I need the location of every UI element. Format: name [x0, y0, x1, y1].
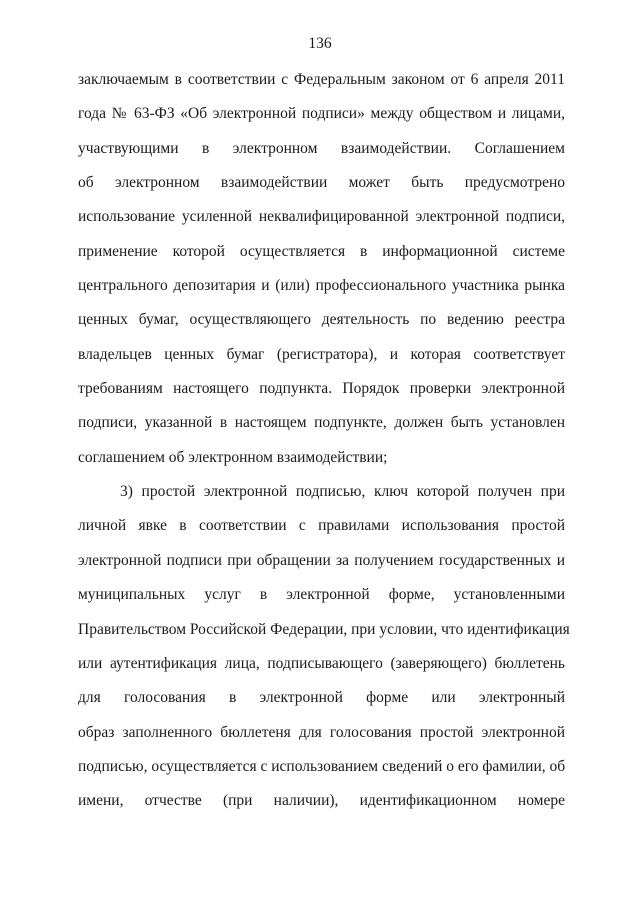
- text-line: муниципальных услуг в электронной форме, установленными: [78, 586, 565, 604]
- text-line: заключаемым в соответствии с Федеральным законом от 6 апреля 2011: [78, 71, 565, 88]
- text-line: использование усиленной неквалифицированной электронной подписи,: [78, 208, 565, 226]
- paragraph-end-line: соглашением об электронном взаимодействии;: [78, 448, 388, 466]
- text-line: Правительством Российской Федерации, при условии, что идентификация: [78, 620, 570, 638]
- text-line: имени, отчестве (при наличии), идентификационном номере: [78, 792, 565, 810]
- text-line: ценных бумаг, осуществляющего деятельность по ведению реестра: [78, 311, 565, 329]
- text-line: подписью, осуществляется с использованием сведений о его фамилии, об: [78, 757, 566, 775]
- document-body: [78, 63, 570, 819]
- text-line: применение которой осуществляется в информационной системе: [78, 242, 565, 260]
- text-line: или аутентификация лица, подписывающего (заверяющего) бюллетень: [78, 654, 565, 672]
- text-line: года № 63-ФЗ «Об электронной подписи» между обществом и лицами,: [78, 105, 565, 123]
- text-line: электронной подписи при обращении за получением государственных и: [78, 551, 565, 569]
- text-line: личной явке в соответствии с правилами использования простой: [78, 517, 565, 535]
- text-line: центрального депозитария и (или) профессионального участника рынка: [78, 277, 565, 295]
- text-line: для голосования в электронной форме или электронный: [78, 689, 565, 707]
- text-line: участвующими в электронном взаимодействии. Соглашением: [78, 139, 565, 157]
- text-line: требованиям настоящего подпункта. Порядок проверки электронной: [78, 380, 565, 398]
- text-line: владельцев ценных бумаг (регистратора), и которая соответствует: [78, 345, 565, 363]
- page-number: 136: [308, 35, 332, 52]
- text-line: образ заполненного бюллетеня для голосования простой электронной: [78, 723, 565, 741]
- list-item-3-first-line: 3) простой электронной подписью, ключ которой получен при: [120, 483, 565, 501]
- text-line: об электронном взаимодействии может быть предусмотрено: [78, 174, 565, 192]
- text-line: подписи, указанной в настоящем подпункте, должен быть установлен: [78, 414, 565, 432]
